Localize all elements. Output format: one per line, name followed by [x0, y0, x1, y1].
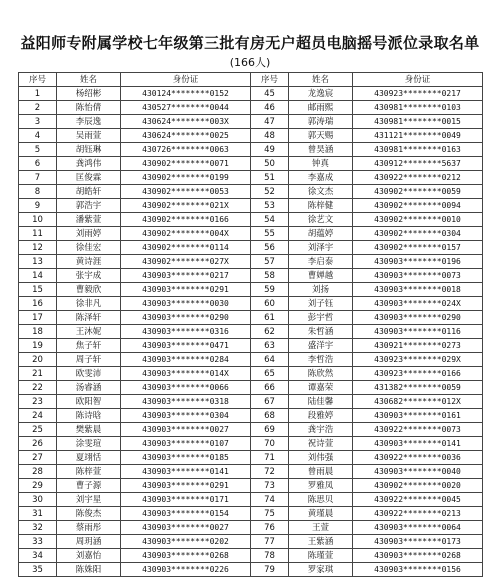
name-cell: 刘扬	[289, 283, 353, 297]
name-cell: 徐非凡	[57, 297, 121, 311]
name-cell: 龚鸿伟	[57, 157, 121, 171]
name-cell: 胡蕴婷	[289, 227, 353, 241]
id-cell: 430903********0304	[121, 409, 251, 423]
id-cell: 431382********0059	[353, 381, 483, 395]
seq-cell: 4	[19, 129, 57, 143]
seq-cell: 54	[251, 213, 289, 227]
header-name-2: 姓名	[289, 73, 353, 87]
name-cell: 陈梓健	[289, 199, 353, 213]
table-row	[19, 493, 483, 507]
name-cell: 徐艺文	[289, 213, 353, 227]
table-row	[19, 213, 483, 227]
name-cell: 罗雅凤	[289, 479, 353, 493]
name-cell: 郭涛瑞	[289, 115, 353, 129]
seq-cell: 31	[19, 507, 57, 521]
id-cell: 430124********0152	[121, 87, 251, 101]
seq-cell: 67	[251, 395, 289, 409]
seq-cell: 19	[19, 339, 57, 353]
id-cell: 430903********0284	[121, 353, 251, 367]
id-cell: 430903********0226	[121, 563, 251, 577]
table-row	[19, 101, 483, 115]
seq-cell: 79	[251, 563, 289, 577]
name-cell: 郭天赐	[289, 129, 353, 143]
name-cell: 王沐妮	[57, 325, 121, 339]
id-cell: 430903********0268	[121, 549, 251, 563]
name-cell: 陈俊杰	[57, 507, 121, 521]
seq-cell: 12	[19, 241, 57, 255]
id-cell: 431121********0049	[353, 129, 483, 143]
seq-cell: 3	[19, 115, 57, 129]
seq-cell: 51	[251, 171, 289, 185]
table-row	[19, 381, 483, 395]
id-cell: 430922********0073	[353, 423, 483, 437]
table-row	[19, 297, 483, 311]
seq-cell: 10	[19, 213, 57, 227]
table-row	[19, 325, 483, 339]
id-cell: 430903********0030	[121, 297, 251, 311]
name-cell: 黄瑾晨	[289, 507, 353, 521]
id-cell: 430902********0071	[121, 157, 251, 171]
name-cell: 胡钰琳	[57, 143, 121, 157]
id-cell: 430902********0114	[121, 241, 251, 255]
table-row	[19, 423, 483, 437]
id-cell: 430903********0027	[121, 521, 251, 535]
id-cell: 430903********0173	[353, 535, 483, 549]
seq-cell: 5	[19, 143, 57, 157]
name-cell: 陈诗晗	[57, 409, 121, 423]
seq-cell: 14	[19, 269, 57, 283]
id-cell: 430903********0318	[121, 395, 251, 409]
seq-cell: 16	[19, 297, 57, 311]
id-cell: 430903********0116	[353, 325, 483, 339]
seq-cell: 75	[251, 507, 289, 521]
name-cell: 陈欣然	[289, 367, 353, 381]
id-cell: 430903********0217	[121, 269, 251, 283]
name-cell: 焦子轩	[57, 339, 121, 353]
seq-cell: 50	[251, 157, 289, 171]
table-row	[19, 143, 483, 157]
table-row	[19, 269, 483, 283]
page-title: 益阳师专附属学校七年级第三批有房无户超员电脑摇号派位录取名单	[20, 34, 480, 52]
name-cell: 汤睿涵	[57, 381, 121, 395]
id-cell: 430902********0053	[121, 185, 251, 199]
id-cell: 430903********0107	[121, 437, 251, 451]
name-cell: 刘宇星	[57, 493, 121, 507]
seq-cell: 53	[251, 199, 289, 213]
name-cell: 曾昊涵	[289, 143, 353, 157]
id-cell: 430624********0025	[121, 129, 251, 143]
id-cell: 430922********0213	[353, 507, 483, 521]
id-cell: 430527********0044	[121, 101, 251, 115]
table-row	[19, 255, 483, 269]
id-cell: 430903********0161	[353, 409, 483, 423]
seq-cell: 71	[251, 451, 289, 465]
name-cell: 周子轩	[57, 353, 121, 367]
seq-cell: 24	[19, 409, 57, 423]
id-cell: 430981********0163	[353, 143, 483, 157]
name-cell: 潘紫萱	[57, 213, 121, 227]
table-row	[19, 199, 483, 213]
seq-cell: 48	[251, 129, 289, 143]
id-cell: 430903********0018	[353, 283, 483, 297]
seq-cell: 32	[19, 521, 57, 535]
name-cell: 刘嘉怡	[57, 549, 121, 563]
seq-cell: 64	[251, 353, 289, 367]
id-cell: 430921********0273	[353, 339, 483, 353]
id-cell: 430903********0156	[353, 563, 483, 577]
seq-cell: 21	[19, 367, 57, 381]
seq-cell: 77	[251, 535, 289, 549]
seq-cell: 70	[251, 437, 289, 451]
table-row	[19, 395, 483, 409]
header-seq-2: 序号	[251, 73, 289, 87]
id-cell: 430902********0304	[353, 227, 483, 241]
id-cell: 430903********0141	[353, 437, 483, 451]
seq-cell: 28	[19, 465, 57, 479]
table-row	[19, 241, 483, 255]
seq-cell: 55	[251, 227, 289, 241]
table-row	[19, 465, 483, 479]
name-cell: 李哲浩	[289, 353, 353, 367]
id-cell: 430903********0040	[353, 465, 483, 479]
name-cell: 龙逸宸	[289, 87, 353, 101]
seq-cell: 29	[19, 479, 57, 493]
id-cell: 430923********0217	[353, 87, 483, 101]
table-row	[19, 311, 483, 325]
table-row	[19, 507, 483, 521]
id-cell: 430902********004X	[121, 227, 251, 241]
id-cell: 430903********0316	[121, 325, 251, 339]
page-subtitle: (166人)	[229, 56, 271, 69]
seq-cell: 56	[251, 241, 289, 255]
id-cell: 430903********0141	[121, 465, 251, 479]
id-cell: 430903********0073	[353, 269, 483, 283]
seq-cell: 13	[19, 255, 57, 269]
name-cell: 涂雯瑄	[57, 437, 121, 451]
seq-cell: 58	[251, 269, 289, 283]
seq-cell: 61	[251, 311, 289, 325]
name-cell: 周玥涵	[57, 535, 121, 549]
name-cell: 龚宇浩	[289, 423, 353, 437]
seq-cell: 76	[251, 521, 289, 535]
name-cell: 夏翊恬	[57, 451, 121, 465]
seq-cell: 62	[251, 325, 289, 339]
id-cell: 430903********0171	[121, 493, 251, 507]
id-cell: 430923********029X	[353, 353, 483, 367]
id-cell: 430902********0094	[353, 199, 483, 213]
name-cell: 曾雨晨	[289, 465, 353, 479]
name-cell: 刘泽宇	[289, 241, 353, 255]
seq-cell: 63	[251, 339, 289, 353]
id-cell: 430903********0290	[121, 311, 251, 325]
name-cell: 钟真	[289, 157, 353, 171]
seq-cell: 35	[19, 563, 57, 577]
table-row	[19, 157, 483, 171]
name-cell: 李辰逸	[57, 115, 121, 129]
name-cell: 陆佳馨	[289, 395, 353, 409]
name-cell: 陈思贝	[289, 493, 353, 507]
seq-cell: 17	[19, 311, 57, 325]
header-seq-1: 序号	[19, 73, 57, 87]
name-cell: 王萱	[289, 521, 353, 535]
name-cell: 李启泰	[289, 255, 353, 269]
seq-cell: 8	[19, 185, 57, 199]
id-cell: 430902********0199	[121, 171, 251, 185]
name-cell: 杨绍彬	[57, 87, 121, 101]
table-header-row	[19, 73, 483, 87]
table-row	[19, 409, 483, 423]
id-cell: 430903********0291	[121, 283, 251, 297]
name-cell: 刘雨婷	[57, 227, 121, 241]
name-cell: 胡皓轩	[57, 185, 121, 199]
table-row	[19, 563, 483, 577]
name-cell: 徐文杰	[289, 185, 353, 199]
id-cell: 430902********027X	[121, 255, 251, 269]
seq-cell: 30	[19, 493, 57, 507]
id-cell: 430902********0020	[353, 479, 483, 493]
table-row	[19, 87, 483, 101]
id-cell: 430903********0066	[121, 381, 251, 395]
table-row	[19, 535, 483, 549]
seq-cell: 6	[19, 157, 57, 171]
name-cell: 罗家琪	[289, 563, 353, 577]
table-row	[19, 451, 483, 465]
id-cell: 430726********0063	[121, 143, 251, 157]
name-cell: 陈梓萱	[57, 465, 121, 479]
seq-cell: 7	[19, 171, 57, 185]
table-row	[19, 115, 483, 129]
id-cell: 430923********0166	[353, 367, 483, 381]
admission-table	[18, 72, 483, 577]
seq-cell: 59	[251, 283, 289, 297]
name-cell: 曹婵越	[289, 269, 353, 283]
header-name-1: 姓名	[57, 73, 121, 87]
seq-cell: 66	[251, 381, 289, 395]
seq-cell: 20	[19, 353, 57, 367]
name-cell: 郭浩宇	[57, 199, 121, 213]
name-cell: 刘伟强	[289, 451, 353, 465]
seq-cell: 52	[251, 185, 289, 199]
name-cell: 欧雯沛	[57, 367, 121, 381]
id-cell: 430903********024X	[353, 297, 483, 311]
name-cell: 陈怡倩	[57, 101, 121, 115]
id-cell: 430903********0185	[121, 451, 251, 465]
seq-cell: 69	[251, 423, 289, 437]
name-cell: 张宇成	[57, 269, 121, 283]
seq-cell: 68	[251, 409, 289, 423]
id-cell: 430903********0291	[121, 479, 251, 493]
table-row	[19, 171, 483, 185]
id-cell: 430912********5637	[353, 157, 483, 171]
id-cell: 430902********0166	[121, 213, 251, 227]
table-body	[19, 87, 483, 577]
id-cell: 430902********0059	[353, 185, 483, 199]
id-cell: 430903********0268	[353, 549, 483, 563]
id-cell: 430981********0015	[353, 115, 483, 129]
name-cell: 王紫涵	[289, 535, 353, 549]
name-cell: 曹毅欣	[57, 283, 121, 297]
seq-cell: 1	[19, 87, 57, 101]
seq-cell: 74	[251, 493, 289, 507]
name-cell: 曹子源	[57, 479, 121, 493]
name-cell: 蔡雨彤	[57, 521, 121, 535]
seq-cell: 26	[19, 437, 57, 451]
table-row	[19, 549, 483, 563]
id-cell: 430903********014X	[121, 367, 251, 381]
seq-cell: 72	[251, 465, 289, 479]
seq-cell: 34	[19, 549, 57, 563]
id-cell: 430903********0202	[121, 535, 251, 549]
id-cell: 430902********0157	[353, 241, 483, 255]
id-cell: 430903********0154	[121, 507, 251, 521]
seq-cell: 46	[251, 101, 289, 115]
id-cell: 430624********003X	[121, 115, 251, 129]
id-cell: 430981********0103	[353, 101, 483, 115]
name-cell: 谭嘉荣	[289, 381, 353, 395]
seq-cell: 23	[19, 395, 57, 409]
table-row	[19, 353, 483, 367]
id-cell: 430922********0036	[353, 451, 483, 465]
name-cell: 祝诗萱	[289, 437, 353, 451]
id-cell: 430902********021X	[121, 199, 251, 213]
table-row	[19, 437, 483, 451]
name-cell: 樊紫晨	[57, 423, 121, 437]
seq-cell: 57	[251, 255, 289, 269]
seq-cell: 2	[19, 101, 57, 115]
name-cell: 黄诗涯	[57, 255, 121, 269]
table-row	[19, 479, 483, 493]
seq-cell: 11	[19, 227, 57, 241]
seq-cell: 15	[19, 283, 57, 297]
seq-cell: 9	[19, 199, 57, 213]
seq-cell: 65	[251, 367, 289, 381]
name-cell: 段雅婷	[289, 409, 353, 423]
name-cell: 陈姝阳	[57, 563, 121, 577]
name-cell: 邮雨熙	[289, 101, 353, 115]
id-cell: 430902********0010	[353, 213, 483, 227]
name-cell: 陈瑾萱	[289, 549, 353, 563]
seq-cell: 60	[251, 297, 289, 311]
name-cell: 匡俊霖	[57, 171, 121, 185]
seq-cell: 33	[19, 535, 57, 549]
table-row	[19, 521, 483, 535]
id-cell: 430682********012X	[353, 395, 483, 409]
name-cell: 欧阳智	[57, 395, 121, 409]
table-row	[19, 283, 483, 297]
id-cell: 430903********0027	[121, 423, 251, 437]
name-cell: 陈泽轩	[57, 311, 121, 325]
table-row	[19, 367, 483, 381]
seq-cell: 73	[251, 479, 289, 493]
name-cell: 盛洋宇	[289, 339, 353, 353]
seq-cell: 47	[251, 115, 289, 129]
header-id-2: 身份证	[353, 73, 483, 87]
seq-cell: 49	[251, 143, 289, 157]
seq-cell: 78	[251, 549, 289, 563]
seq-cell: 18	[19, 325, 57, 339]
seq-cell: 45	[251, 87, 289, 101]
name-cell: 吴雨萱	[57, 129, 121, 143]
id-cell: 430903********0290	[353, 311, 483, 325]
name-cell: 朱哲涵	[289, 325, 353, 339]
header-id-1: 身份证	[121, 73, 251, 87]
table-row	[19, 129, 483, 143]
id-cell: 430903********0064	[353, 521, 483, 535]
table-row	[19, 339, 483, 353]
id-cell: 430922********0212	[353, 171, 483, 185]
seq-cell: 22	[19, 381, 57, 395]
table-row	[19, 227, 483, 241]
name-cell: 刘子钰	[289, 297, 353, 311]
id-cell: 430903********0196	[353, 255, 483, 269]
seq-cell: 25	[19, 423, 57, 437]
seq-cell: 27	[19, 451, 57, 465]
name-cell: 徐佳宏	[57, 241, 121, 255]
table-row	[19, 185, 483, 199]
name-cell: 彭宇哲	[289, 311, 353, 325]
id-cell: 430922********0045	[353, 493, 483, 507]
name-cell: 李嘉成	[289, 171, 353, 185]
id-cell: 430903********0471	[121, 339, 251, 353]
